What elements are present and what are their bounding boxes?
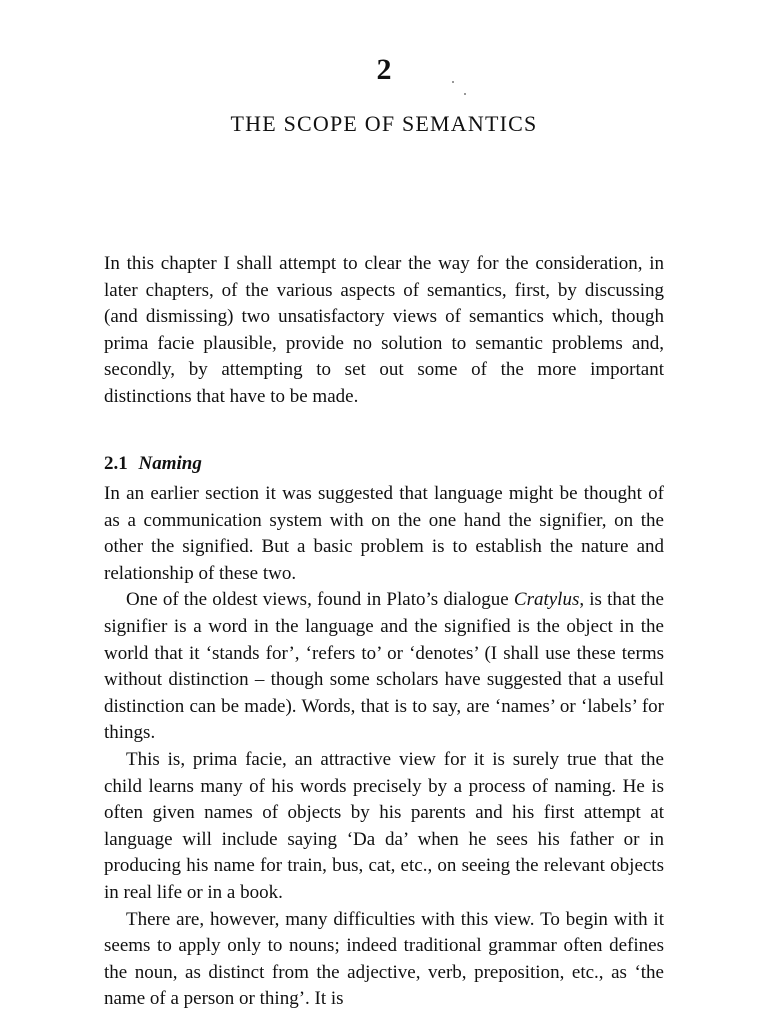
section-naming — [104, 451, 664, 1013]
paragraph: In an earlier section it was suggested that language might be thought of as a communication system with on the one hand the signifier, on the other the signified. But a basic problem is to establish the nature and relationship of these two. — [104, 483, 664, 584]
section-heading — [104, 451, 664, 477]
section-title: Naming — [138, 453, 202, 474]
scan-speck — [464, 93, 466, 95]
chapter-number: 2 — [376, 53, 392, 86]
scan-speck — [452, 81, 454, 83]
work-title-cratylus: Cratylus — [513, 589, 580, 611]
chapter-title: THE SCOPE OF SEMANTICS — [230, 111, 538, 136]
paragraph: There are, however, many difficulties with this view. To begin with it seems to apply only to nouns; indeed traditional grammar often defines the noun, as distinct from the adjective, verb, preposition, etc., as ‘the name of a person or thing’. It is — [104, 908, 664, 1010]
intro-section — [104, 251, 664, 411]
paragraph-text: One of the oldest views, found in Plato’s dialogue — [126, 589, 514, 611]
paragraph-text: , is that the signifier is a word in the language and the signified is the object in the world that it ‘stands for’, ‘refers to’ or ‘denotes’ (I shall use these terms without distinction – though some scholars have suggested that a useful distinction can be made). Words, that is to say, are ‘names’ or ‘labels’ for things. — [104, 589, 664, 744]
intro-paragraph: In this chapter I shall attempt to clear the way for the consideration, in later chapters, of the various aspects of semantics, first, by discussing (and dismissing) two unsatisfactory views of semantics which, though prima facie plausible, provide no solution to semantic problems and, secondly, by attempting to set out some of the more important distinctions that have to be made. — [104, 253, 664, 407]
paragraph: This is, prima facie, an attractive view for it is surely true that the child learns many of his words precisely by a process of naming. He is often given names of objects by his parents and his first attempt at language will include saying ‘Da da’ when he sees his father or in producing his name for train, bus, cat, etc., on seeing the relevant objects in real life or in a book. — [104, 748, 664, 903]
section-number: 2.1 — [104, 453, 128, 474]
paragraph — [104, 587, 664, 747]
